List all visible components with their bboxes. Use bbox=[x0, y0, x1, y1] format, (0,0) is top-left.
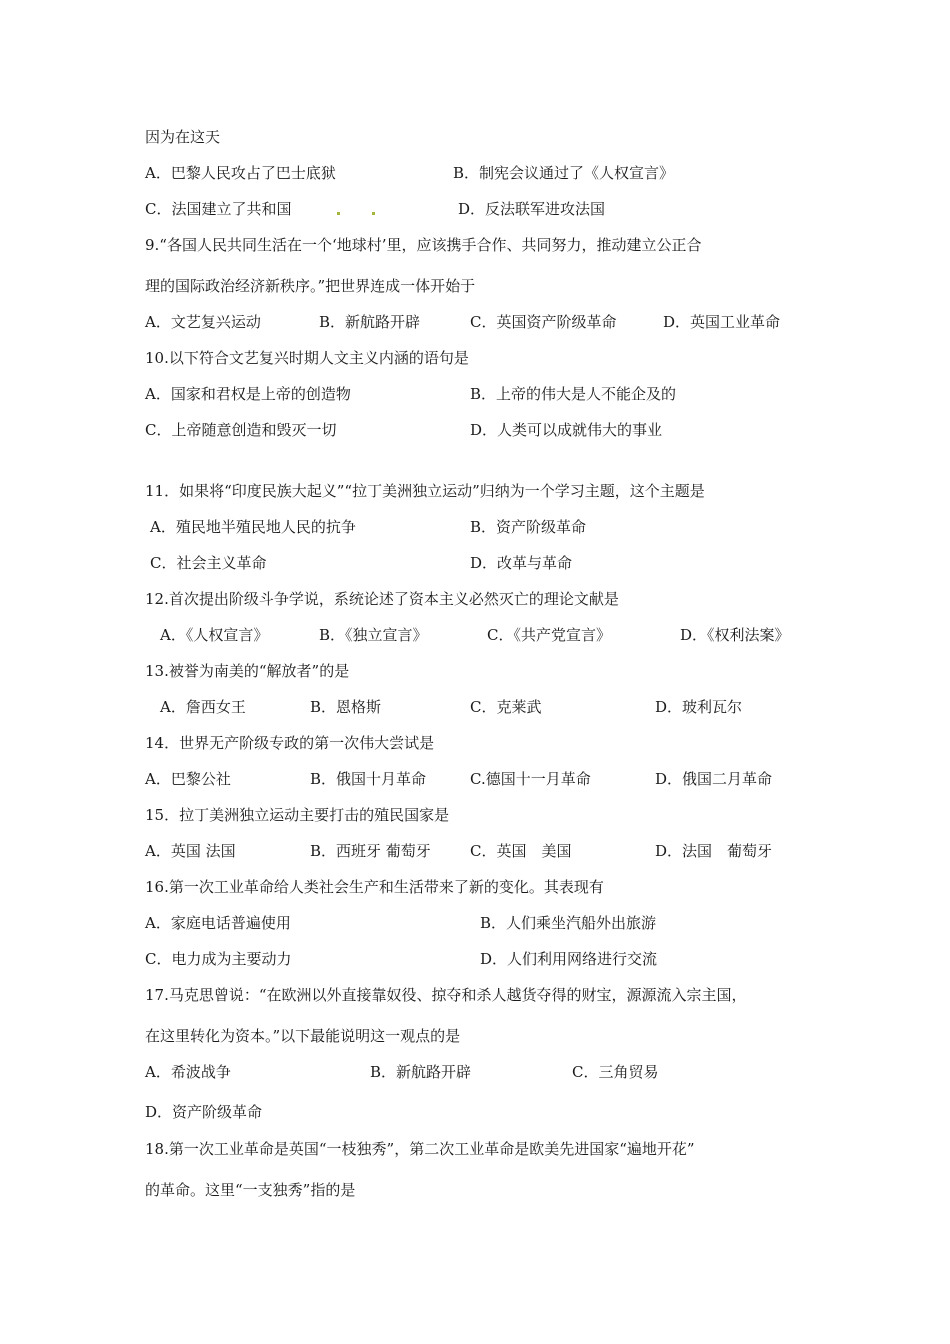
q17-option-d: D．资产阶级革命 bbox=[145, 1103, 263, 1121]
q17-option-a: A．希波战争 bbox=[145, 1063, 231, 1081]
q15-option-a: A．英国 法国 bbox=[145, 842, 236, 860]
q16-option-a: A．家庭电话普遍使用 bbox=[145, 914, 291, 932]
q10-option-c: C．上帝随意创造和毁灭一切 bbox=[145, 421, 337, 439]
q10-option-d: D．人类可以成就伟大的事业 bbox=[470, 421, 663, 439]
q12-option-b: B．《独立宣言》 bbox=[319, 626, 428, 644]
q10-option-b: B．上帝的伟大是人不能企及的 bbox=[470, 385, 677, 403]
q14-option-a: A．巴黎公社 bbox=[145, 770, 231, 788]
q14-option-c: C.德国十一月革命 bbox=[470, 770, 591, 788]
q16-stem: 16.第一次工业革命给人类社会生产和生活带来了新的变化。其表现有 bbox=[145, 878, 604, 896]
q8-option-b: B．制宪会议通过了《人权宣言》 bbox=[453, 164, 675, 182]
q17-option-c: C．三角贸易 bbox=[572, 1063, 659, 1081]
q18-stem-line1: 18.第一次工业革命是英国“一枝独秀”，第二次工业革命是欧美先进国家“遍地开花” bbox=[145, 1140, 695, 1158]
q9-option-d: D．英国工业革命 bbox=[663, 313, 781, 331]
q15-stem: 15．拉丁美洲独立运动主要打击的殖民国家是 bbox=[145, 806, 450, 824]
q14-option-d: D．俄国二月革命 bbox=[655, 770, 773, 788]
q11-stem: 11．如果将“印度民族大起义”“拉丁美洲独立运动”归纳为一个学习主题，这个主题是 bbox=[145, 482, 705, 500]
q13-option-a: A．詹西女王 bbox=[160, 698, 246, 716]
q9-option-b: B．新航路开辟 bbox=[319, 313, 421, 331]
q16-option-c: C．电力成为主要动力 bbox=[145, 950, 292, 968]
q13-option-c: C．克莱武 bbox=[470, 698, 542, 716]
q17-stem-line2: 在这里转化为资本。”以下最能说明这一观点的是 bbox=[145, 1027, 461, 1045]
q15-option-d: D．法国 葡萄牙 bbox=[655, 842, 773, 860]
q15-option-c: C．英国 美国 bbox=[470, 842, 572, 860]
scan-speck bbox=[372, 212, 375, 215]
q17-option-b: B．新航路开辟 bbox=[370, 1063, 472, 1081]
q11-option-b: B．资产阶级革命 bbox=[470, 518, 587, 536]
q17-stem-line1: 17.马克思曾说：“在欧洲以外直接靠奴役、掠夺和杀人越货夺得的财宝，源源流入宗主国， bbox=[145, 986, 747, 1004]
q9-option-a: A．文艺复兴运动 bbox=[145, 313, 261, 331]
q11-option-a: A．殖民地半殖民地人民的抗争 bbox=[150, 518, 356, 536]
q15-option-b: B．西班牙 葡萄牙 bbox=[310, 842, 431, 860]
q18-stem-line2: 的革命。这里“一支独秀”指的是 bbox=[145, 1181, 356, 1199]
q11-option-c: C．社会主义革命 bbox=[150, 554, 267, 572]
q9-stem-line1: 9.“各国人民共同生活在一个‘地球村’里，应该携手合作、共同努力，推动建立公正合 bbox=[145, 236, 702, 254]
q10-stem: 10.以下符合文艺复兴时期人文主义内涵的语句是 bbox=[145, 349, 469, 367]
q9-stem-line2: 理的国际政治经济新秩序。”把世界连成一体开始于 bbox=[145, 277, 476, 295]
q8-option-a: A．巴黎人民攻占了巴士底狱 bbox=[145, 164, 336, 182]
q12-option-a: A．《人权宣言》 bbox=[160, 626, 269, 644]
q12-option-d: D．《权利法案》 bbox=[680, 626, 790, 644]
q8-stem-tail: 因为在这天 bbox=[145, 128, 221, 146]
q11-option-d: D．改革与革命 bbox=[470, 554, 573, 572]
q13-stem: 13.被誉为南美的“解放者”的是 bbox=[145, 662, 350, 680]
scan-speck bbox=[337, 212, 340, 215]
q14-stem: 14．世界无产阶级专政的第一次伟大尝试是 bbox=[145, 734, 435, 752]
q16-option-d: D．人们利用网络进行交流 bbox=[480, 950, 658, 968]
q16-option-b: B．人们乘坐汽船外出旅游 bbox=[480, 914, 657, 932]
q8-option-c: C．法国建立了共和国 bbox=[145, 200, 292, 218]
q13-option-b: B．恩格斯 bbox=[310, 698, 382, 716]
q12-option-c: C．《共产党宣言》 bbox=[487, 626, 611, 644]
q12-stem: 12.首次提出阶级斗争学说，系统论述了资本主义必然灭亡的理论文献是 bbox=[145, 590, 619, 608]
q8-option-d: D．反法联军进攻法国 bbox=[458, 200, 606, 218]
q14-option-b: B．俄国十月革命 bbox=[310, 770, 427, 788]
q13-option-d: D．玻利瓦尔 bbox=[655, 698, 743, 716]
q10-option-a: A．国家和君权是上帝的创造物 bbox=[145, 385, 351, 403]
q9-option-c: C．英国资产阶级革命 bbox=[470, 313, 617, 331]
